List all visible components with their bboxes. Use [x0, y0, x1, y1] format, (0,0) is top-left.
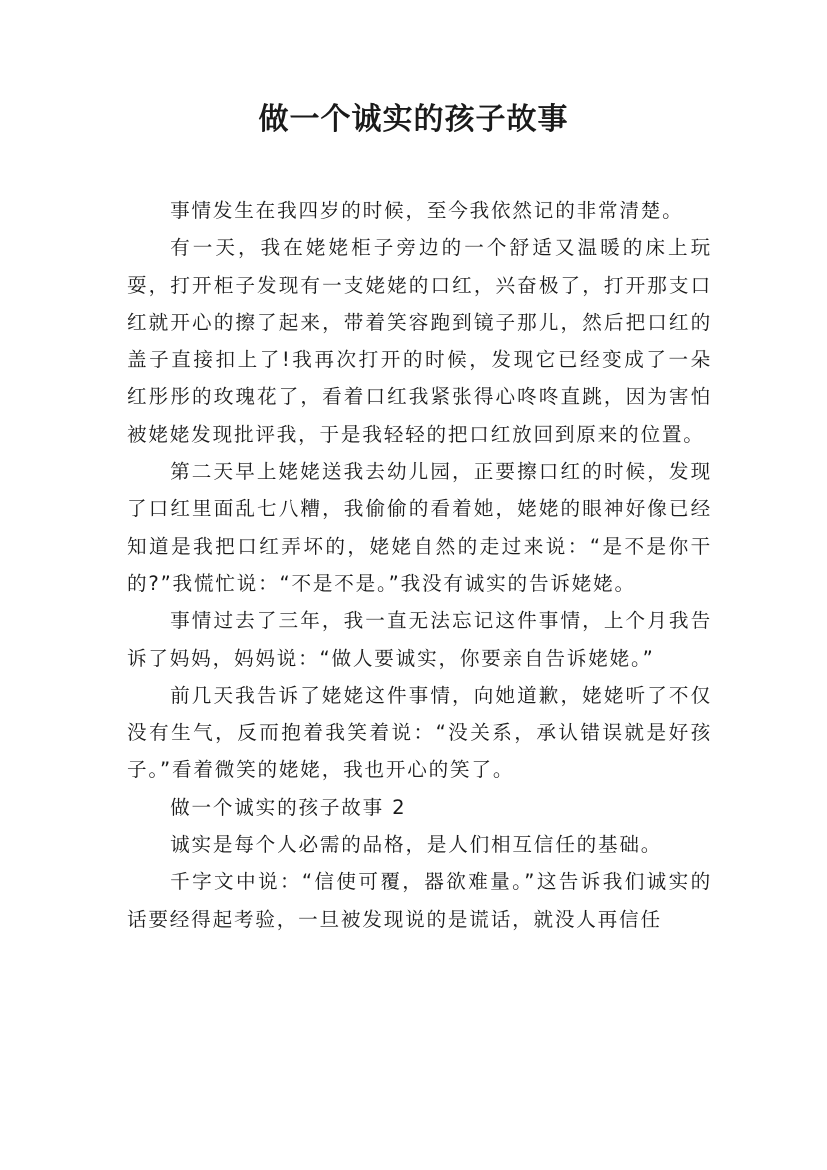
paragraph-5: 前几天我告诉了姥姥这件事情，向她道歉，姥姥听了不仅没有生气，反而抱着我笑着说：“没关系，承认错误就是好孩子。”看着微笑的姥姥，我也开心的笑了。	[127, 683, 712, 782]
paragraph-7: 千字文中说：“信使可覆，器欲难量。”这告诉我们诚实的话要经得起考验，一旦被发现说的是谎话，就没人再信任	[127, 870, 712, 931]
paragraph-3: 第二天早上姥姥送我去幼儿园，正要擦口红的时候，发现了口红里面乱七八糟，我偷偷的看着她，姥姥的眼神好像已经知道是我把口红弄坏的，姥姥自然的走过来说：“是不是你干的?”我慌忙说：“不是不是。”我没有诚实的告诉姥姥。	[127, 460, 712, 595]
document-title: 做一个诚实的孩子故事	[258, 102, 569, 137]
paragraph-4: 事情过去了三年，我一直无法忘记这件事情，上个月我告诉了妈妈，妈妈说：“做人要诚实，你要亲自告诉姥姥。”	[127, 609, 712, 670]
paragraph-2: 有一天，我在姥姥柜子旁边的一个舒适又温暖的床上玩耍，打开柜子发现有一支姥姥的口红，兴奋极了，打开那支口红就开心的擦了起来，带着笑容跑到镜子那儿，然后把口红的盖子直接扣上了!我再次打开的时候，发现它已经变成了一朵红彤彤的玫瑰花了，看着口红我紧张得心咚咚直跳，因为害怕被姥姥发现批评我，于是我轻轻的把口红放回到原来的位置。	[127, 236, 712, 446]
paragraph-1: 事情发生在我四岁的时候，至今我依然记的非常清楚。	[170, 199, 684, 222]
document-body	[127, 192, 712, 938]
paragraph-6: 诚实是每个人必需的品格，是人们相互信任的基础。	[170, 833, 663, 857]
section-heading-story-2: 做一个诚实的孩子故事 2	[170, 795, 407, 819]
